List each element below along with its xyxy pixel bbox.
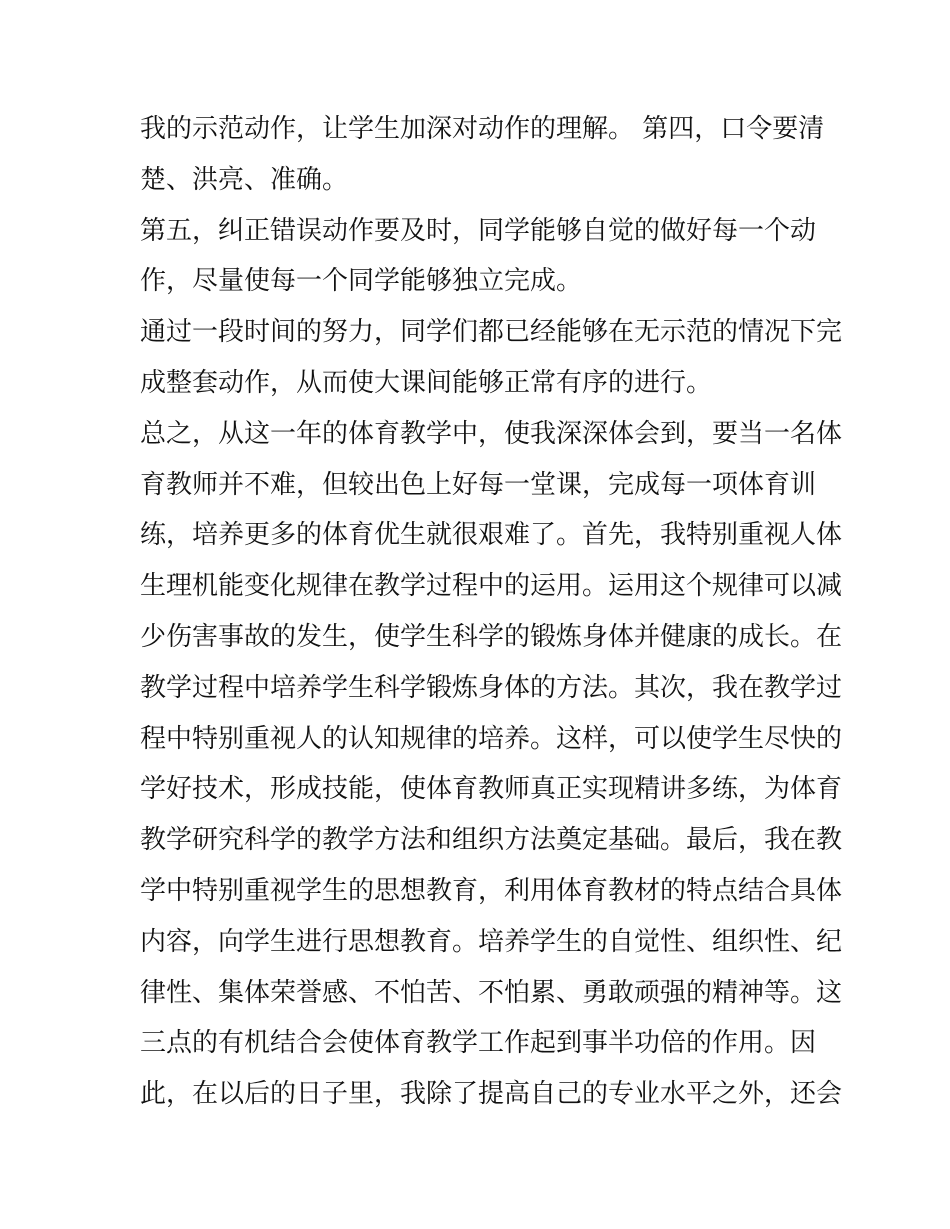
text-line: 程中特别重视人的认知规律的培养。这样，可以使学生尽快的	[140, 723, 843, 754]
text-line: 第五，纠正错误动作要及时，同学能够自觉的做好每一个动	[140, 215, 817, 246]
text-line: 律性、集体荣誉感、不怕苦、不怕累、勇敢顽强的精神等。这	[140, 977, 843, 1008]
text-line: 教学研究科学的教学方法和组织方法奠定基础。最后，我在教	[140, 825, 843, 856]
text-line: 作，尽量使每一个同学能够独立完成。	[140, 266, 583, 297]
text-line: 此，在以后的日子里，我除了提高自己的专业水平之外，还会	[140, 1079, 843, 1110]
text-line: 通过一段时间的努力，同学们都已经能够在无示范的情况下完	[140, 317, 843, 348]
text-line: 生理机能变化规律在教学过程中的运用。运用这个规律可以减	[140, 571, 843, 602]
text-line: 练，培养更多的体育优生就很艰难了。首先，我特别重视人体	[140, 520, 843, 551]
text-line: 楚、洪亮、准确。	[140, 164, 349, 195]
text-line: 教学过程中培养学生科学锻炼身体的方法。其次，我在教学过	[140, 672, 843, 703]
text-line: 学好技术，形成技能，使体育教师真正实现精讲多练，为体育	[140, 774, 843, 805]
text-line: 内容，向学生进行思想教育。培养学生的自觉性、组织性、纪	[140, 926, 843, 957]
text-line: 我的示范动作，让学生加深对动作的理解。 第四，口令要清	[140, 114, 825, 144]
text-line: 三点的有机结合会使体育教学工作起到事半功倍的作用。因	[140, 1028, 817, 1059]
document-body	[140, 104, 843, 1120]
text-line: 成整套动作，从而使大课间能够正常有序的进行。	[140, 367, 713, 398]
text-line: 总之，从这一年的体育教学中，使我深深体会到，要当一名体	[140, 418, 843, 449]
text-line: 少伤害事故的发生，使学生科学的锻炼身体并健康的成长。在	[140, 621, 843, 652]
text-line: 育教师并不难，但较出色上好每一堂课，完成每一项体育训	[140, 469, 817, 500]
text-line: 学中特别重视学生的思想教育，利用体育教材的特点结合具体	[140, 875, 843, 906]
